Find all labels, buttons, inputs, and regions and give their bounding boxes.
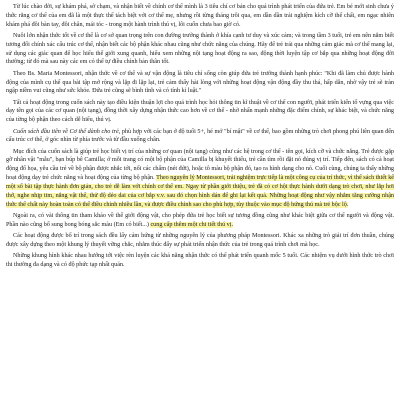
highlighted-text: cung cấp thêm một chi tiết thú vị. <box>150 221 233 228</box>
paragraph-1: Từ lúc chào đời, sự khám phá, sờ chạm, và nhận biết về chính cơ thể mình là 3 tiêu chí cơ bản cho quá trình phát triển của đứa trẻ. Em bé mới sinh chưa ý thức rằng cơ thể của em đã là một thực thể tách biệt với cơ thể mẹ, nhưng rồi từng tháng trôi qua, em dần dần trải nghiệm kích cỡ thể chất, em ngạc nhiên khám phá đôi bàn tay, đôi chân, mái tóc - trong một hành trình thú vị, lôi cuốn chưa bao giờ có. <box>6 4 394 28</box>
paragraph-8: Các hoạt động được bố trí trong sách đều lấy cảm hứng từ những nguyên lý của phương pháp Montessori. Khác xa những trò giải trí đơn thuần, chúng được xây dựng theo một khung lý thuyết vững chắc, nhằm thúc đẩy sự phát triển nhận thức của trẻ trong quá trình chơi mà học. <box>6 232 394 248</box>
highlighted-text: Theo nguyên lý Montessori, trải nghiệm trực tiếp là một công cụ của trí thức, vì thế sách thiết kế một số bài tập thực hành đơn giản, cho trẻ dễ làm với chính cơ thể em. Ngay từ phần giới thiệu, trẻ đã có cơ hội thực hành dưới dạng trò chơi, như lắp hơi thở, nghe nhịp tim, nắng vật thể, thử độ dẻo dai của cơ bắp v.v. sau đó chọn hình dán để ghi lại kết quả. Những hoạt động như vậy nhằm tăng cường nhận thức thể chất này hoàn toàn có thể điều chỉnh nhiều lần, và được điều chỉnh sao cho phù hợp, tùy thuộc vào mục độ hứng thú mà trẻ bộc lộ. <box>6 175 394 208</box>
paragraph-7: Ngoài ra, có vài thông tin tham khảo về thế giới động vật, cho phép đứa trẻ học biết sự tương đồng cũng như khác biệt giữa cơ thể người và động vật. Phần nào cũng bố sung bong bóng sắc màu (Em có biết...) cung cấp thêm một chi tiết thú vị. <box>6 212 394 228</box>
paragraph-5-rest: , phù hợp với các bạn ở độ tuổi 5+, hé mở "bí mật" về cơ thể, bao gồm những trò chơi phong phú liên quan đến cấu trúc cơ thể, ở góc nhìn từ phía trước và từ đầu xuống chân. <box>6 128 394 144</box>
paragraph-4: Tất cả hoạt động trong cuốn sách này tạo điều kiện thuận lợi cho quá trình học hỏi thông tin kĩ thuật về cơ thể con người, phát triển kiến tố vựng qua việc dạy tên gọi của các cơ quan (nội tạng), đồng thời xây dựng nhận thức cao hơn về cơ thể - nhờ nhấn mạnh những đặc điểm chính, sự khác biệt, và chức năng của từng bộ phận theo cách dễ hiểu, thú vị. <box>6 99 394 124</box>
paragraph-3: Theo Bs. Maria Montessori, nhận thức về cơ thể và sự vận động là tiêu chí sống còn giúp đứa trẻ trưởng thành hạnh phúc: "Khi đã làm chủ được hành động của mình cụ thể qua bài tập mở rộng và lặp đi lặp lại, trẻ cảm thấy hài lòng với những hoạt động vận động đầy thu thá, hấp dẫn, nhờ vậy trẻ sẽ tràn ngập niềm vui cũng như sức khỏe. Đứa trẻ cũng sẽ bình tĩnh và có tính kỉ luật." <box>6 70 394 95</box>
book-title: Cuốn sách đầu tiên về Cơ thể dành cho trẻ <box>13 128 119 135</box>
paragraph-9: Những khung hình khác nhau hướng tới việc rèn luyện các khả năng nhận thức có thể phát triển quanh mốc 5 tuổi. Các nhiệm vụ dưới hình thức trò chơi thi thường đa dạng và có độ phức tạp nhất quán. <box>6 253 394 268</box>
paragraph-6: Mục đích của cuốn sách là giúp trẻ học biết vị trí của những cơ quan (nội tạng) cũng như các hệ trong cơ thể - tên gọi, kích cỡ và chức năng. Trẻ được gặp gỡ nhân vật "mẫu", bạn búp bê Camilla; ở mỗi trang có một bộ phận của Camilla bị khuyết thiếu, trẻ cần tìm rồi đặt nó đúng vị trí. Tiếp đến, sách có cả hoạt động đố họa, yêu cầu trẻ về bộ phận được nhắc tới, nối các chấm (nét đứt), hoặc tô màu bộ phận đó, tạo ra hình dạng cho nó. Cuối cùng, chúng ta thấy những hoạt động dạy trẻ chức năng và hoạt động của từng bộ phận. Theo nguyên lý Montessori, trải nghiệm trực tiếp là một công cụ của trí thức, vì thế sách thiết kế một số bài tập thực hành đơn giản, cho trẻ dễ làm với chính cơ thể em. Ngay từ phần giới thiệu, trẻ đã có cơ hội thực hành dưới dạng trò chơi, như lắp hơi thở, nghe nhịp tim, nắng vật thể, thử độ dẻo dai của cơ bắp v.v. sau đó chọn hình dán để ghi lại kết quả. Những hoạt động như vậy nhằm tăng cường nhận thức thể chất này hoàn toàn có thể điều chỉnh nhiều lần, và được điều chỉnh sao cho phù hợp, tùy thuộc vào mục độ hứng thú mà trẻ bộc lộ. <box>6 148 394 208</box>
paragraph-2: Nuôi lớn nhận thức tốt về cơ thể là cơ sở quan trọng trên con đường trưởng thành ở khía cạnh tư duy và xúc cảm; và trong tầm 3 tuổi, trẻ em nên nắm biết tương đối chính xác cấu trúc cơ thể, nhận biết các bộ phận khác nhau cũng như chức năng của chúng. Hãy để trẻ trải qua những cảm giác mà cơ thể mang lại, sử dụng các giác quan để học hiểu thế giới xung quanh, hiểu xem những nội tạng hoạt động ra sao, động thời luyện tập cơ bắp qua những hoạt động đời thường; từ đó mà sau này các em có thể tự điều chỉnh bản thân tốt. <box>6 32 394 66</box>
paragraph-5 <box>6 128 394 146</box>
